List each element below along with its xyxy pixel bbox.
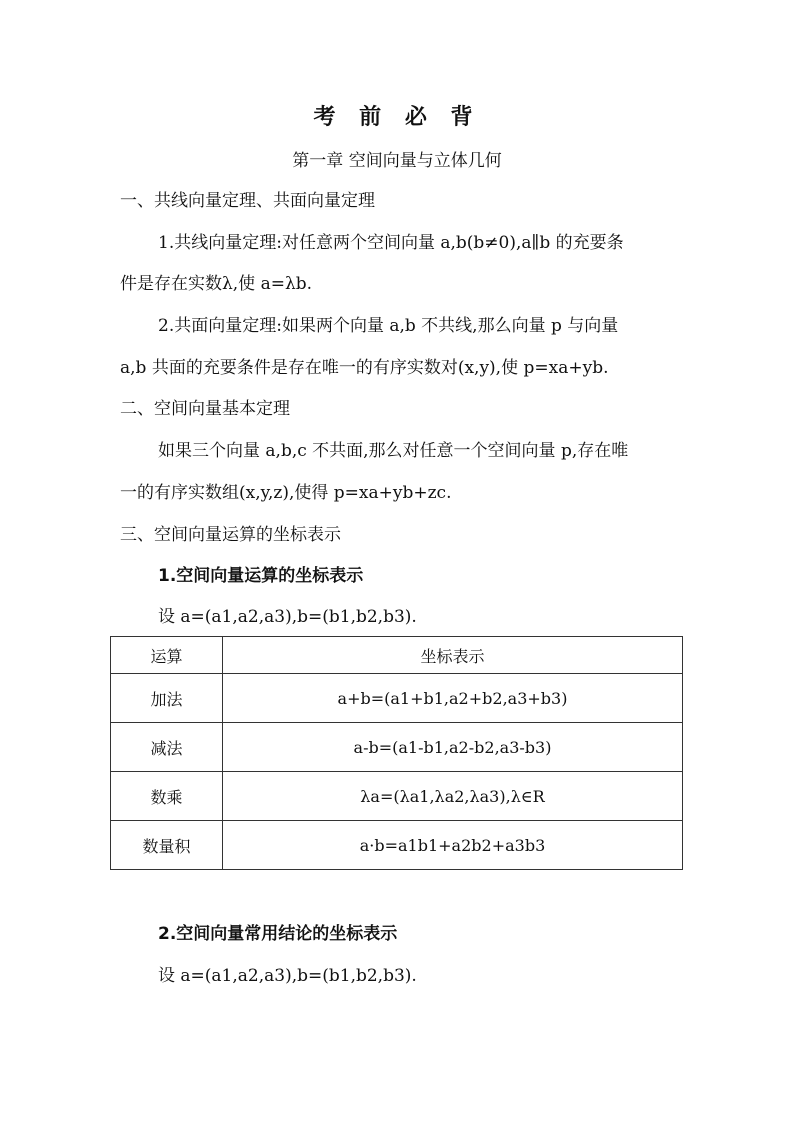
table-row <box>111 772 683 821</box>
subsection-3-2-heading: 2.空间向量常用结论的坐标表示 <box>158 924 398 944</box>
coordinate-operations-table <box>110 636 683 870</box>
subsection-3-1-heading: 1.空间向量运算的坐标表示 <box>158 566 364 586</box>
table-row <box>111 674 683 723</box>
coplanar-theorem-line-2: a,b 共面的充要条件是存在唯一的有序实数对(x,y),使 p=xa+yb. <box>120 358 609 378</box>
vector-setup-1: 设 a=(a1,a2,a3),b=(b1,b2,b3). <box>158 607 417 627</box>
section-2-heading: 二、空间向量基本定理 <box>120 399 290 419</box>
table-header-coordinate: 坐标表示 <box>223 637 683 674</box>
table-cell-operation: 加法 <box>111 674 223 723</box>
table-cell-expression: a-b=(a1-b1,a2-b2,a3-b3) <box>223 723 683 772</box>
document-title: 考 前 必 背 <box>313 105 481 130</box>
table-cell-operation: 减法 <box>111 723 223 772</box>
table-header-row <box>111 637 683 674</box>
basis-theorem-line-1: 如果三个向量 a,b,c 不共面,那么对任意一个空间向量 p,存在唯 <box>158 441 629 461</box>
table-header-operation: 运算 <box>111 637 223 674</box>
coplanar-theorem-line-1: 2.共面向量定理:如果两个向量 a,b 不共线,那么向量 p 与向量 <box>158 316 619 336</box>
chapter-title: 第一章 空间向量与立体几何 <box>292 151 502 171</box>
vector-setup-2: 设 a=(a1,a2,a3),b=(b1,b2,b3). <box>158 966 417 986</box>
collinear-theorem-line-1: 1.共线向量定理:对任意两个空间向量 a,b(b≠0),a∥b 的充要条 <box>158 233 624 253</box>
table-row <box>111 821 683 870</box>
table-cell-expression: λa=(λa1,λa2,λa3),λ∈R <box>223 772 683 821</box>
basis-theorem-line-2: 一的有序实数组(x,y,z),使得 p=xa+yb+zc. <box>120 483 452 503</box>
table-cell-operation: 数乘 <box>111 772 223 821</box>
table-cell-expression: a·b=a1b1+a2b2+a3b3 <box>223 821 683 870</box>
section-1-heading: 一、共线向量定理、共面向量定理 <box>120 191 375 211</box>
section-3-heading: 三、空间向量运算的坐标表示 <box>120 525 341 545</box>
collinear-theorem-line-2: 件是存在实数λ,使 a=λb. <box>120 274 313 294</box>
table-cell-expression: a+b=(a1+b1,a2+b2,a3+b3) <box>223 674 683 723</box>
table-cell-operation: 数量积 <box>111 821 223 870</box>
table-row <box>111 723 683 772</box>
